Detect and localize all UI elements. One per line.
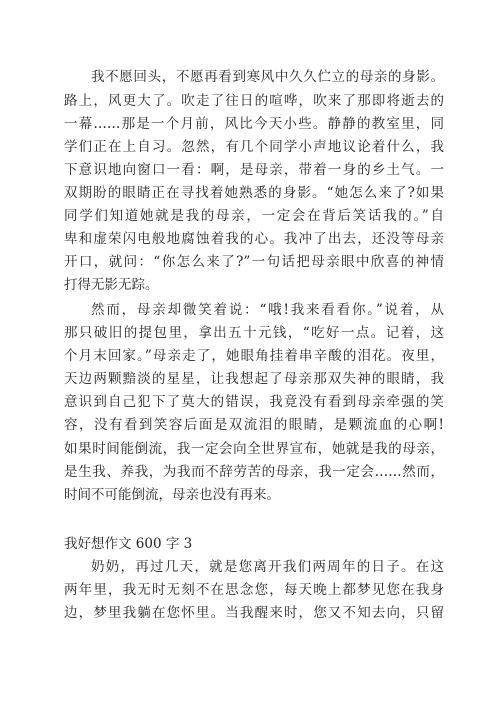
paragraph-1-line-5: 下意识地向窗口一看：啊，是母亲，带着一身的乡土气。一: [64, 162, 444, 178]
paragraph-2-line-3: 个月末回家。”母亲走了，她眼角挂着串辛酸的泪花。夜里，: [64, 348, 444, 364]
paragraph-3-line-1: 奶奶，再过几天，就是您离开我们两周年的日子。在这: [91, 559, 444, 575]
paragraph-3-line-2: 两年里，我无时无刻不在思念您，每天晚上都梦见您在我身: [64, 582, 444, 598]
paragraph-1-line-8: 卑和虚荣闪电般地腐蚀着我的心。我冲了出去，还没等母亲: [64, 231, 444, 247]
paragraph-2-line-4: 天边两颗黯淡的星星，让我想起了母亲那双失神的眼睛，我: [64, 371, 444, 387]
paragraph-2-line-8: 是生我、养我，为我而不辞劳苦的母亲，我一定会……然而，: [64, 464, 444, 480]
paragraph-2-line-9: 时间不可能倒流，母亲也没有再来。: [64, 487, 280, 503]
paragraph-2-line-6: 容，没有看到笑容后面是双流泪的眼睛，是颗流血的心啊!: [64, 417, 444, 433]
paragraph-1-line-2: 路上，风更大了。吹走了往日的喧哗，吹来了那即将逝去的: [64, 93, 444, 109]
paragraph-1-line-10: 打得无影无踪。: [64, 277, 159, 293]
paragraph-2-line-2: 那只破旧的提包里，拿出五十元钱，“吃好一点。记着，这: [64, 325, 444, 341]
paragraph-1-line-6: 双期盼的眼睛正在寻找着她熟悉的身影。“她怎么来了?如果: [64, 185, 444, 201]
paragraph-1-line-3: 一幕……那是一个月前，风比今天小些。静静的教室里，同: [64, 116, 444, 132]
paragraph-1-line-7: 同学们知道她就是我的母亲，一定会在背后笑话我的。”自: [64, 208, 444, 224]
paragraph-3-line-3: 边，梦里我躺在您怀里。当我醒来时，您又不知去向，只留: [64, 605, 444, 621]
paragraph-1-line-4: 学们正在上自习。忽然，有几个同学小声地议论着什么，我: [64, 139, 444, 155]
paragraph-1-line-9: 开口，就问：“你怎么来了?”一句话把母亲眼中欣喜的神情: [64, 254, 444, 270]
paragraph-2-line-1: 然而，母亲却微笑着说：“哦!我来看看你。”说着，从: [91, 302, 444, 318]
section-heading: 我好想作文 600 字 3: [64, 536, 193, 552]
paragraph-2-line-7: 如果时间能倒流，我一定会向全世界宣布，她就是我的母亲，: [64, 441, 444, 457]
paragraph-2-line-5: 意识到自己犯下了莫大的错误，我竟没有看到母亲牵强的笑: [64, 394, 444, 410]
paragraph-1-line-1: 我不愿回头，不愿再看到寒风中久久伫立的母亲的身影。: [91, 69, 444, 85]
